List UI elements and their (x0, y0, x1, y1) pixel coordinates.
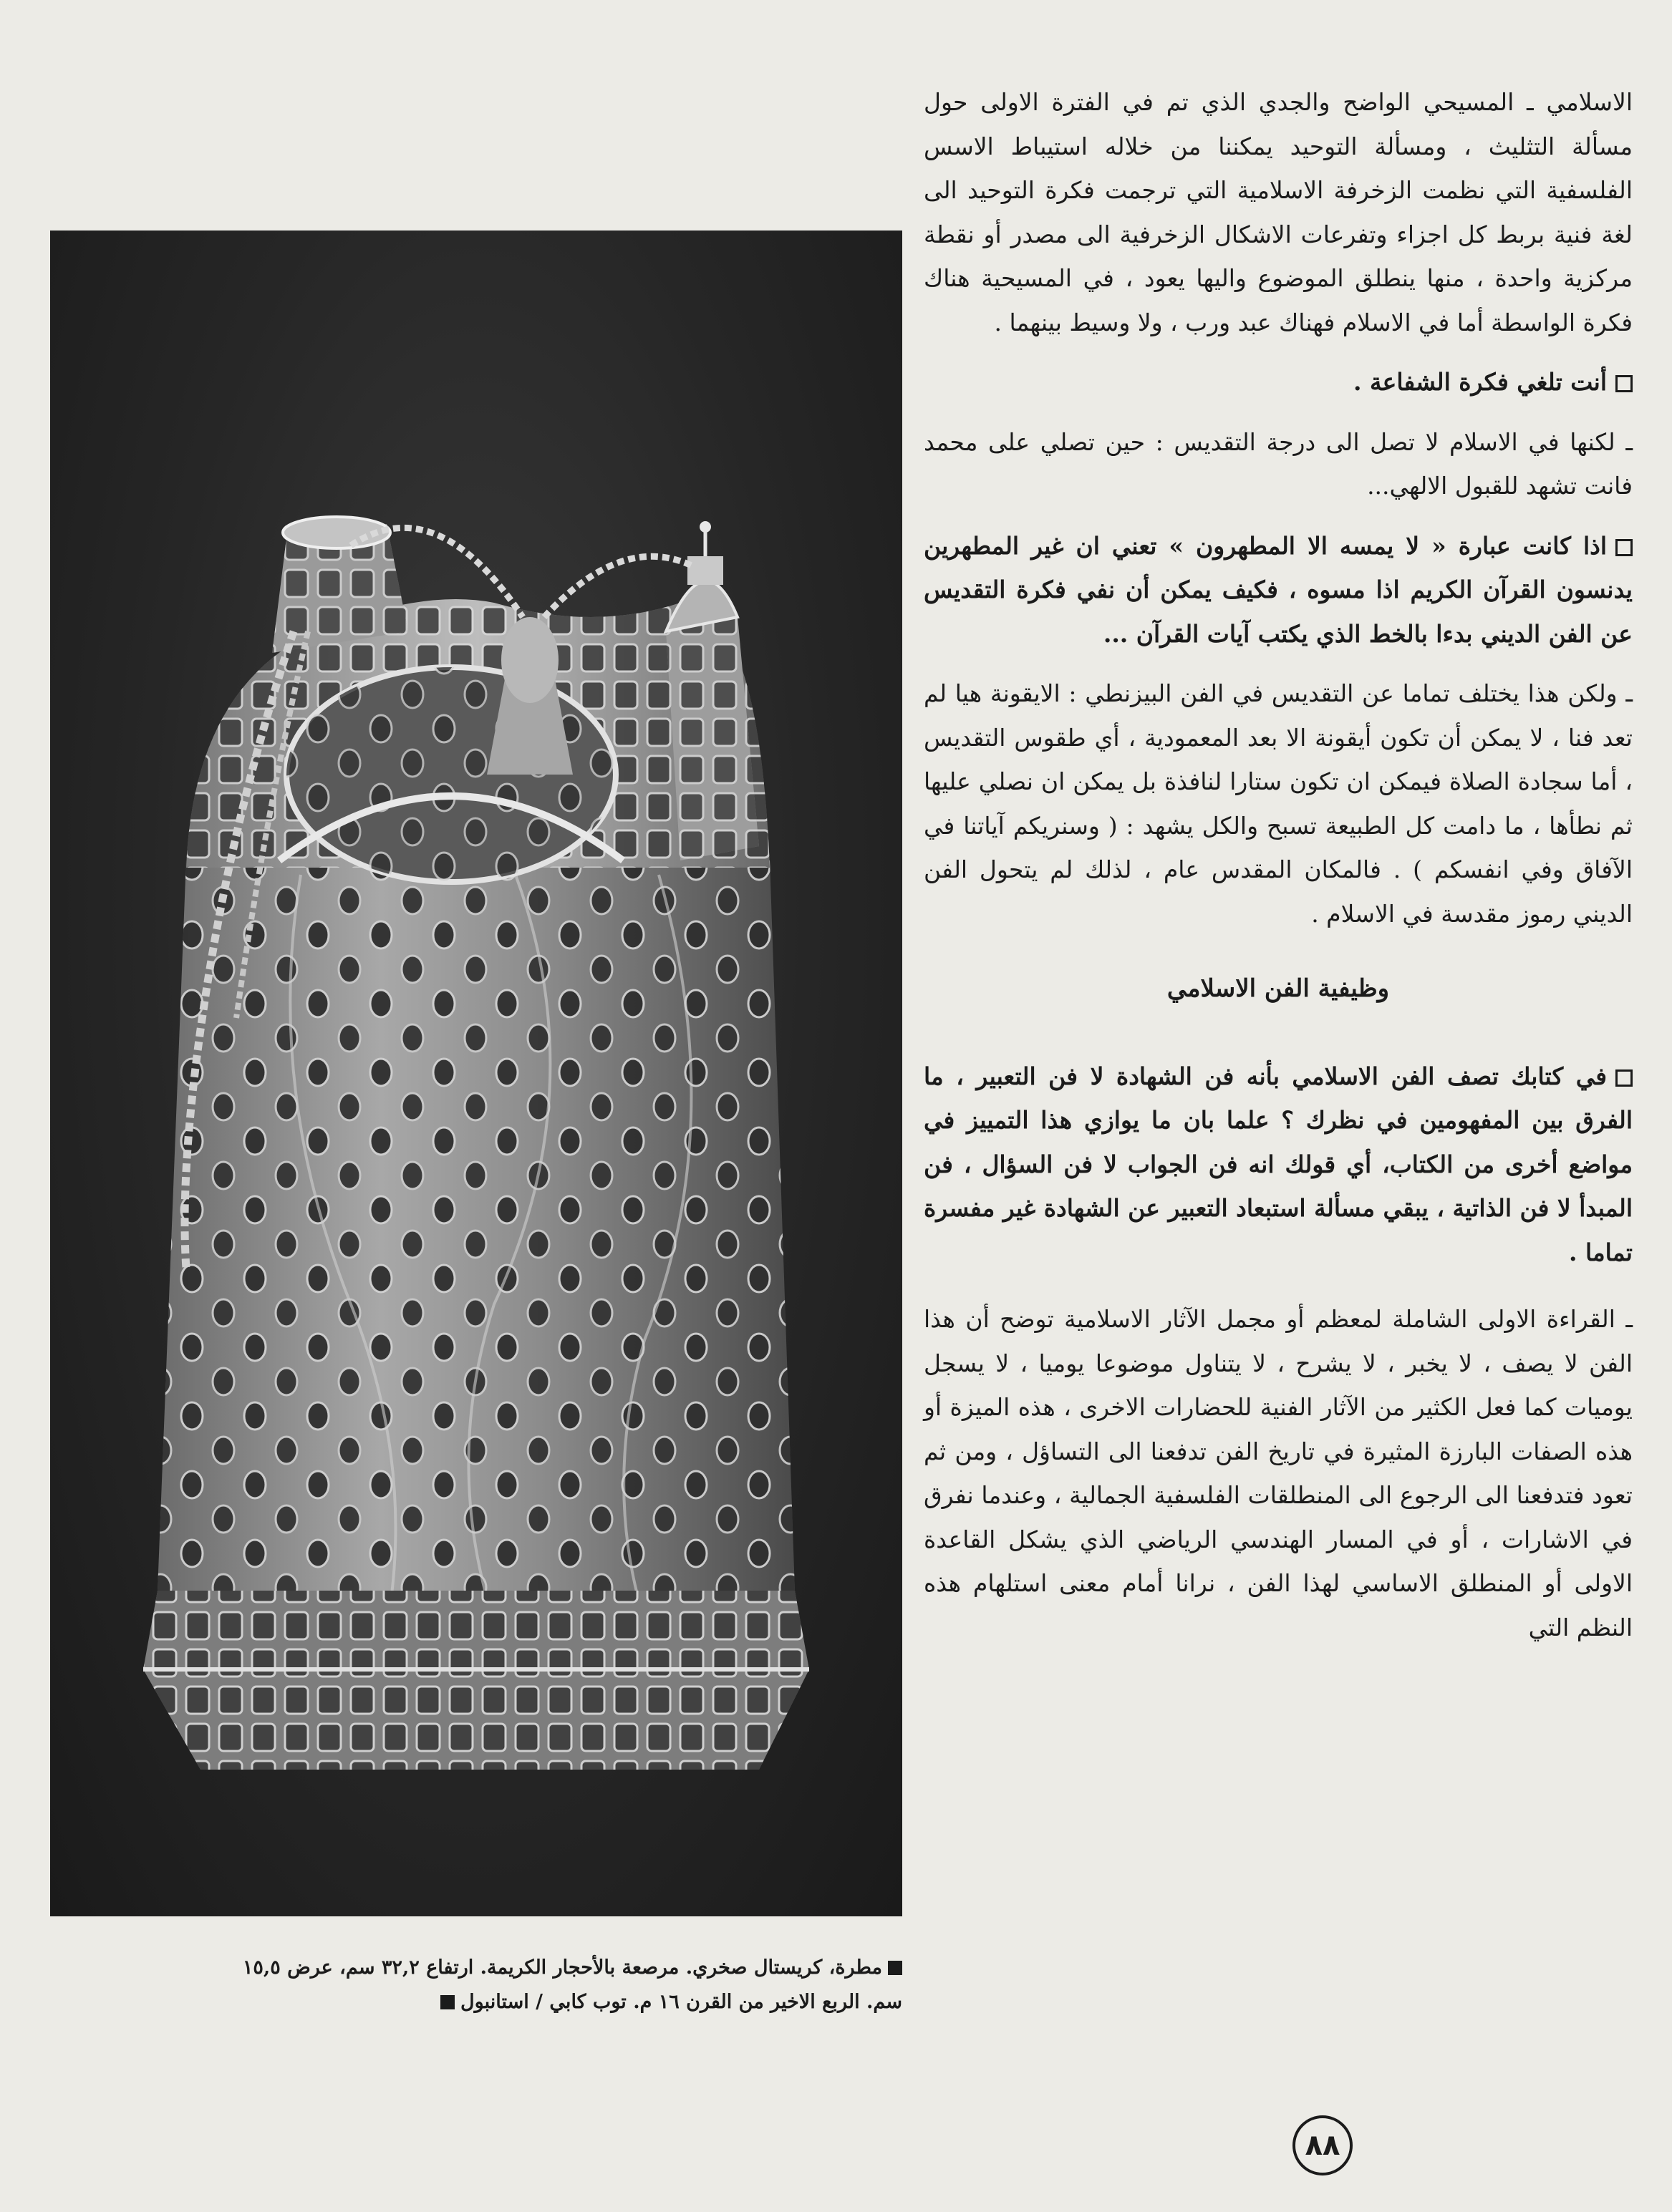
article-text-column (924, 80, 1633, 1649)
caption-line-1: مطرة، كريستال صخري. مرصعة بالأحجار الكريمة. ارتفاع ٣٢,٢ سم، عرض ١٥,٥ (21, 1951, 902, 1985)
flask-photograph (50, 231, 902, 1916)
interview-question: في كتابك تصف الفن الاسلامي بأنه فن الشهادة لا فن التعبير ، ما الفرق بين المفهومين في نظرك ؟ علما بان ما يوازي هذا التمييز في مواضع أخرى من الكتاب، أي قولك انه فن الجواب لا فن السؤال ، فن المبدأ لا فن الذاتية ، يبقي مسألة استبعاد التعبير عن الشهادة غير مفسرة تماما . (924, 1062, 1633, 1266)
question-box-icon (1615, 539, 1633, 556)
interview-question: أنت تلغي فكرة الشفاعة . (924, 360, 1633, 404)
caption-bullet-icon (888, 1961, 902, 1975)
section-heading: وظيفية الفن الاسلامي (1166, 974, 1390, 1003)
caption-end-icon (440, 1995, 455, 2009)
interview-question: اذا كانت عبارة « لا يمسه الا المطهرون » تعني ان غير المطهرين يدنسون القرآن الكريم اذا مسوه ، فكيف يمكن أن نفي فكرة التقديس عن الفن الديني بدءا بالخط الذي يكتب آيات القرآن ... (924, 531, 1633, 648)
interview-answer: ـ لكنها في الاسلام لا تصل الى درجة التقديس : حين تصلي على محمد فانت تشهد للقبول الالهي... (924, 427, 1633, 500)
caption-line-2: سم. الربع الاخير من القرن ١٦ م. توب كابي / استانبول (21, 1985, 902, 2019)
page-number: ٨٨ (1292, 2115, 1353, 2175)
interview-answer: ـ ولكن هذا يختلف تماما عن التقديس في الفن البيزنطي : الايقونة هيا لم تعد فنا ، لا يمكن أن تكون أيقونة الا بعد المعمودية ، أي طقوس التقديس ، أما سجادة الصلاة فيمكن ان تكون ستارا لنافذة بل يمكن ان نصلي عليها ثم نطأها ، ما دامت كل الطبيعة تسبح والكل يشهد : ( وسنريكم آياتنا في الآفاق وفي انفسكم ) . فالمكان المقدس عام ، لذلك لم يتحول الفن الديني رموز مقدسة في الاسلام . (924, 679, 1633, 928)
paragraph: الاسلامي ـ المسيحي الواضح والجدي الذي تم في الفترة الاولى حول مسألة التثليث ، ومسألة التوحيد يمكننا من خلاله استيباط الاسس الفلسفية التي نظمت الزخرفة الاسلامية التي ترجمت فكرة التوحيد الى لغة فنية بربط كل اجزاء وتفرعات الاشكال الزخرفية الى مصدر أو نقطة مركزية واحدة ، منها ينطلق الموضوع واليها يعود ، في المسيحية هناك فكرة الواسطة أما في الاسلام فهناك عبد ورب ، ولا وسيط بينهما . (924, 88, 1633, 336)
question-box-icon (1615, 375, 1633, 392)
flask-illustration (50, 231, 902, 1916)
question-box-icon (1615, 1069, 1633, 1087)
interview-answer: ـ القراءة الاولى الشاملة لمعظم أو مجمل الآثار الاسلامية توضح أن هذا الفن لا يصف ، لا يخبر ، لا يشرح ، لا يتناول موضوعا يوميا ، لا يسجل يوميات كما فعل الكثير من الآثار الفنية للحضارات الاخرى ، هذه الميزة أو هذه الصفات البارزة المثيرة في تاريخ الفن تدفعنا الى التساؤل ، ومن ثم تعود فتدفعنا الى الرجوع الى المنطلقات الفلسفية الجمالية ، وعندما نفرق في الاشارات ، أو في المسار الهندسي الرياضي الذي يشكل القاعدة الاولى أو المنطلق الاساسي لهذا الفن ، نرانا أمام معنى استلهام هذه النظم التي (924, 1305, 1633, 1641)
photo-caption (21, 1951, 902, 2019)
